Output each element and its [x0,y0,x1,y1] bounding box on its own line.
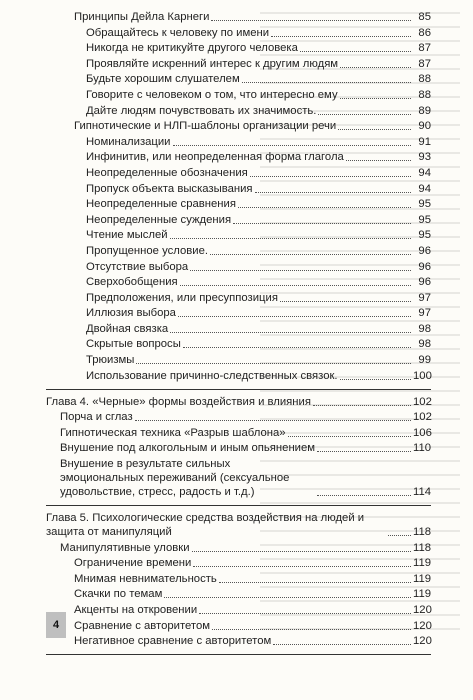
toc-entry [46,182,431,196]
page-number: 118 [413,541,432,554]
page-number: 87 [418,57,431,70]
toc-entry [46,426,431,440]
entry-label: Двойная связка [86,322,169,335]
entry-label: Мнимая невнимательность [74,572,217,585]
leader-dots [273,644,411,645]
page-number-badge: 4 [46,612,66,638]
leader-dots [340,67,411,68]
entry-label: Никогда не критикуйте другого человека [86,42,298,55]
toc-entry [46,306,431,320]
leader-dots [199,613,411,614]
leader-dots [340,379,411,380]
leader-dots [255,192,411,193]
toc-entry [46,228,431,242]
table-of-contents [46,10,431,660]
toc-entry [46,587,431,601]
entry-label: Ограничение времени [74,557,192,570]
entry-label: Гипнотические и НЛП-шаблоны организации речи [74,120,337,133]
leader-dots [219,582,411,583]
toc-entry [46,556,431,570]
toc-entry [46,369,431,383]
entry-label: Акценты на откровении [74,604,198,616]
leader-dots [173,145,412,146]
entry-label: Неопределенные сравнения [86,198,236,211]
entry-label: Номинализации [86,135,171,148]
page-number: 85 [418,11,431,23]
page-number: 87 [418,42,431,55]
page-number: 120 [413,604,432,616]
toc-entry [46,88,431,102]
toc-entry [46,26,431,40]
toc-entry [46,119,431,133]
page-number: 90 [418,120,431,133]
entry-label: Неопределенные суждения [86,213,232,226]
toc-entry [46,135,431,149]
page-number: 120 [413,635,432,648]
leader-dots [211,20,411,21]
page-number: 120 [413,619,432,632]
leader-dots [346,160,411,161]
page-number: 98 [418,322,431,335]
leader-dots [190,270,411,271]
page-number: 119 [413,557,432,570]
toc-entry [46,10,431,24]
page-number: 88 [418,73,431,86]
toc-entry [46,603,431,617]
page-number: 102 [413,411,432,424]
divider [46,654,431,655]
toc-entry [46,244,431,258]
page-number: 110 [413,442,432,455]
entry-label: Чтение мыслей [86,229,168,242]
page-number: 119 [413,588,432,601]
chapter-4-heading [46,395,431,409]
leader-dots [317,495,411,496]
page-number: 95 [418,213,431,226]
page-number: 97 [418,307,431,320]
entry-label: Манипулятивные уловки [60,541,190,554]
chapter-5-items [46,556,431,648]
entry-label: Обращайтесь к человеку по имени [86,26,270,39]
page-number: 119 [413,572,432,585]
entry-label: Пропуск объекта высказывания [86,182,253,195]
page-number: 98 [418,338,431,351]
leader-dots [212,629,411,630]
toc-entry [46,260,431,274]
toc-entry [46,457,431,499]
page-number: 114 [413,486,432,499]
entry-label: Пропущенное условие. [86,244,208,257]
chapter-4-items [46,410,431,499]
entry-label: Иллюзия выбора [86,307,176,320]
entry-label: Предположения, или пресуппозиция [86,291,278,304]
entry-label: Порча и сглаз [60,411,133,424]
entry-label: Негативное сравнение с авторитетом [74,635,272,648]
entry-label: Внушение в результате сильных эмоциональных переживаний (сексуальное удовольствие, стресс, радость и т.д.) [60,458,290,499]
leader-dots [164,597,411,598]
entry-label: Использование причинно-следственных связок. [86,369,338,382]
leader-dots [313,405,411,406]
toc-entry [46,150,431,164]
entry-label: Проявляйте искренний интерес к другим людям [86,57,339,70]
page-number: 95 [418,229,431,242]
toc-entry [46,72,431,86]
toc-entry [46,291,431,305]
leader-dots [300,51,411,52]
leader-dots [183,347,411,348]
chapter-title: Глава 5. Психологические средства воздействия на людей и защита от манипуляций [46,512,365,539]
entry-label: Принципы Дейла Карнеги [74,11,210,23]
page-number: 94 [418,182,431,195]
leader-dots [340,98,411,99]
toc-entry [46,410,431,424]
toc-entry [46,441,431,455]
leader-dots [388,535,411,536]
leader-dots [180,285,411,286]
divider [46,389,431,390]
page-number: 96 [418,276,431,289]
toc-entry [46,353,431,367]
chapter-5-subheading [46,541,431,555]
page-number: 89 [418,104,431,117]
toc-entry [46,275,431,289]
page-number: 99 [418,354,431,367]
leader-dots [238,207,411,208]
divider [46,505,431,506]
toc-entry [46,634,431,648]
page-number: 106 [413,426,432,439]
leader-dots [233,223,411,224]
entry-label: Говорите с человеком о том, что интересно ему [86,88,338,101]
page-number: 88 [418,88,431,101]
leader-dots [193,566,411,567]
toc-entry [46,337,431,351]
entry-label: Сверхобобщения [86,276,178,289]
toc-entry [46,572,431,586]
leader-dots [136,363,411,364]
page-number: 96 [418,260,431,273]
leader-dots [210,254,411,255]
page-number: 94 [418,166,431,179]
leader-dots [250,176,411,177]
chapter-5-heading [46,511,431,539]
entry-label: Будьте хорошим слушателем [86,73,240,86]
entry-label: Скрытые вопросы [86,338,181,351]
toc-entry [46,57,431,71]
entry-label: Трюизмы [86,354,135,367]
entry-label: Неопределенные обозначения [86,166,248,179]
leader-dots [288,436,411,437]
chapter-title: Глава 4. «Черные» формы воздействия и влияния [46,395,311,408]
leader-dots [280,301,411,302]
leader-dots [242,82,411,83]
page-number: 102 [413,395,432,408]
toc-entry [46,213,431,227]
entry-label: Сравнение с авторитетом [74,619,211,632]
leader-dots [178,316,411,317]
section-list [46,10,431,383]
toc-entry [46,41,431,55]
entry-label: Отсутствие выбора [86,260,189,273]
page-number: 91 [418,135,431,148]
leader-dots [192,551,411,552]
entry-label: Скачки по темам [74,588,163,601]
entry-label: Дайте людям почувствовать их значимость. [86,104,317,117]
toc-entry [46,619,431,633]
page-number: 93 [418,151,431,164]
toc-entry [46,104,431,118]
page-number: 86 [418,26,431,39]
entry-label: Внушение под алкогольным и иным опьянением [60,442,316,455]
leader-dots [170,238,411,239]
leader-dots [271,36,411,37]
leader-dots [135,420,411,421]
toc-entry [46,197,431,211]
toc-entry [46,166,431,180]
leader-dots [170,332,411,333]
page-number: 97 [418,291,431,304]
entry-label: Инфинитив, или неопределенная форма глагола [86,151,344,164]
page-number: 118 [413,526,432,539]
leader-dots [318,114,411,115]
page-number: 100 [413,369,432,382]
page-number: 96 [418,244,431,257]
page-number: 95 [418,198,431,211]
leader-dots [317,451,411,452]
entry-label: Гипнотическая техника «Разрыв шаблона» [60,426,286,439]
toc-entry [46,322,431,336]
leader-dots [338,129,411,130]
